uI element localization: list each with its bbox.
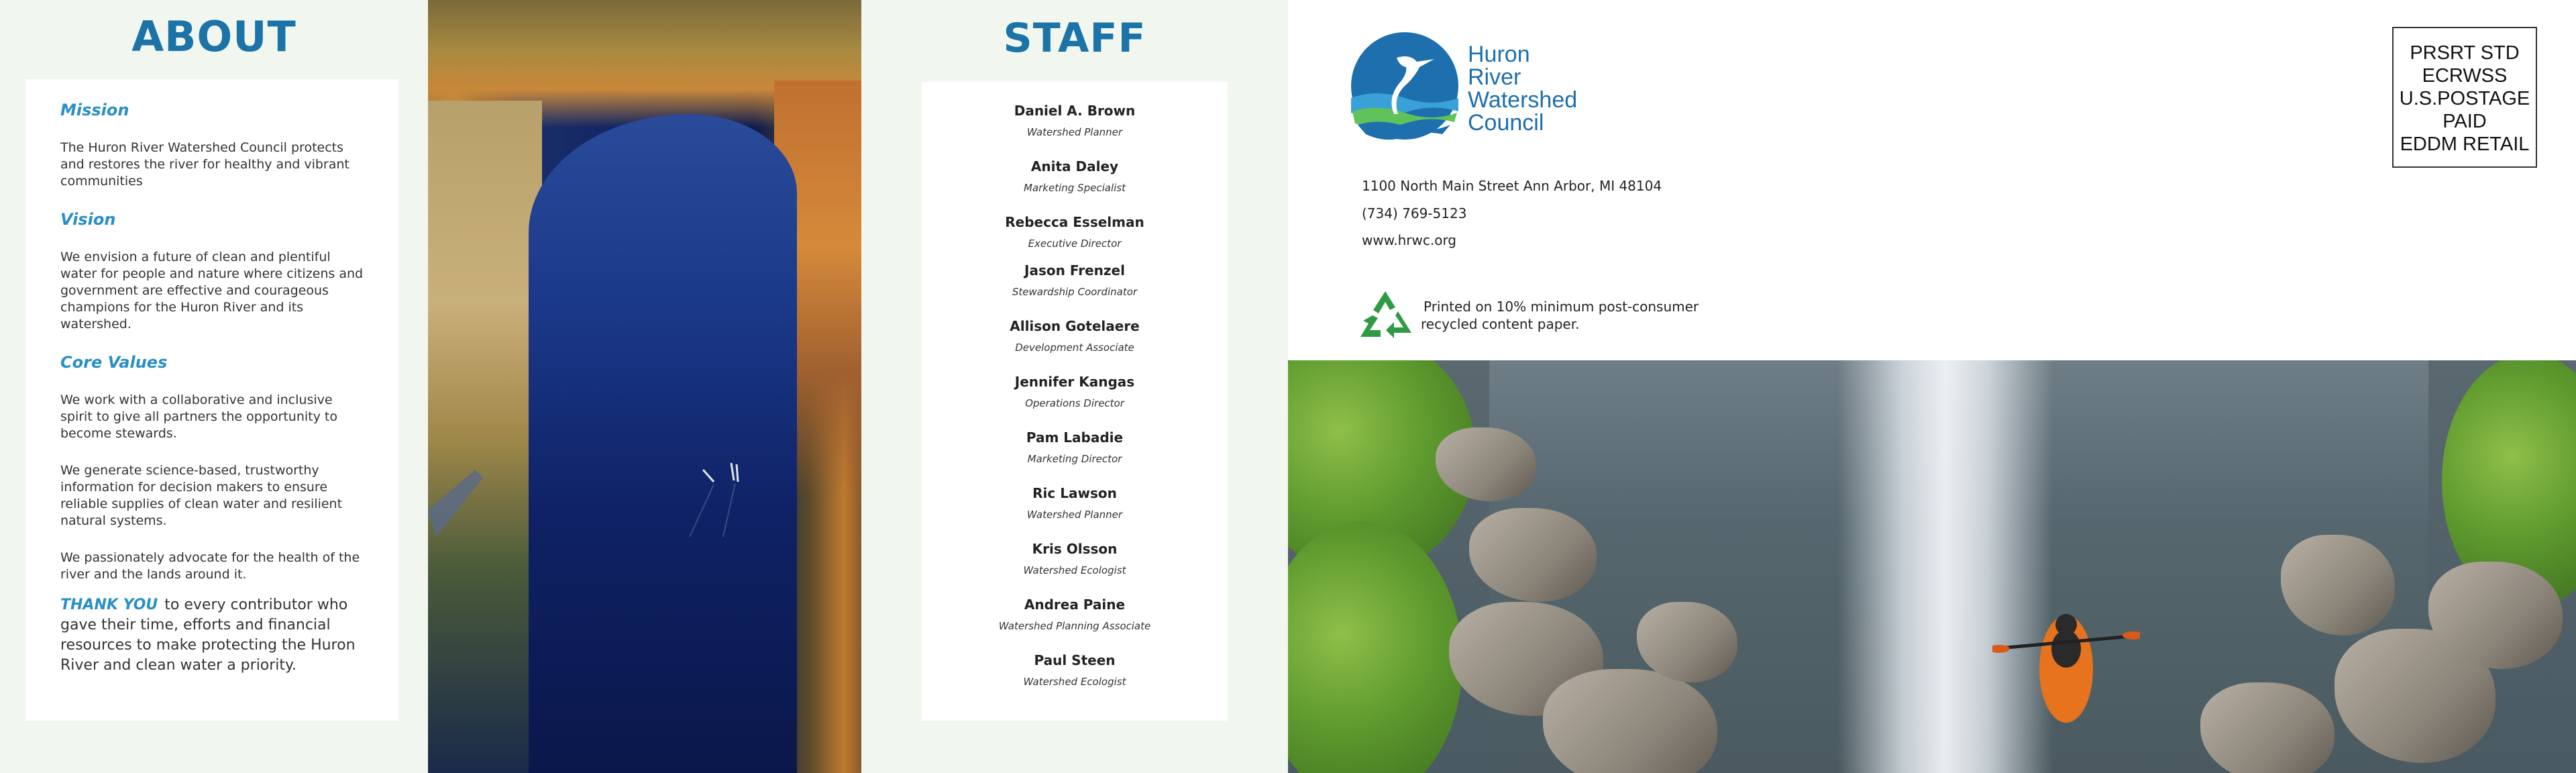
staff-role: Marketing Director xyxy=(1027,453,1122,465)
staff-role: Stewardship Coordinator xyxy=(1012,286,1138,298)
logo-line: River xyxy=(1468,64,1521,90)
staff-role: Watershed Ecologist xyxy=(1023,676,1126,688)
staff-role: Watershed Planning Associate xyxy=(998,620,1151,632)
recycled-paper-notice xyxy=(1421,298,1699,333)
thank-you-body: to every contributor who gave their time, efforts and financial resources to make protecting the Huron River and clean water a priority. xyxy=(60,597,356,674)
logo-wordmark xyxy=(1468,43,1577,134)
staff-role: Watershed Planner xyxy=(1026,509,1123,521)
core-value-item: We work with a collaborative and inclusive spirit to give all partners the opportunity to become stewards. xyxy=(60,393,337,441)
rowing-boats xyxy=(428,0,861,773)
staff-role: Development Associate xyxy=(1015,342,1134,354)
logo-line: Council xyxy=(1468,110,1544,136)
kayaker xyxy=(1992,568,2140,729)
organization-logo xyxy=(1350,31,1605,145)
postage-line: U.S.POSTAGE xyxy=(2399,88,2530,109)
staff-member xyxy=(922,317,1228,373)
postage-line: PRSRT STD xyxy=(2410,42,2520,64)
dock xyxy=(428,470,483,537)
staff-member xyxy=(922,429,1228,484)
mission-heading: Mission xyxy=(60,101,129,119)
staff-list xyxy=(922,82,1228,721)
staff-member xyxy=(922,540,1228,596)
staff-name: Jennifer Kangas xyxy=(1014,374,1135,390)
logo-line: Huron xyxy=(1468,42,1530,67)
phone-number: (734) 769-5123 xyxy=(1362,205,1467,221)
staff-name: Rebecca Esselman xyxy=(1005,214,1144,230)
mailing-address: 1100 North Main Street Ann Arbor, MI 48104 xyxy=(1362,178,1662,194)
logo-line: Watershed xyxy=(1468,87,1578,113)
about-title: ABOUT xyxy=(131,12,297,61)
staff-name: Ric Lawson xyxy=(1032,485,1117,501)
staff-role: Marketing Specialist xyxy=(1024,182,1126,194)
staff-name: Paul Steen xyxy=(1034,652,1116,668)
staff-panel xyxy=(861,0,1288,773)
recycle-icon xyxy=(1356,289,1414,342)
postage-indicia xyxy=(2392,27,2537,168)
mission-text: The Huron River Watershed Council protects and restores the river for healthy and vibrant communities xyxy=(60,140,350,189)
vision-text: We envision a future of clean and plentiful water for people and nature where citizens and government are effective and courageous champions for the Huron River and its watershed. xyxy=(60,250,364,331)
staff-name: Pam Labadie xyxy=(1026,429,1124,446)
core-value-item: We passionately advocate for the health of the river and the lands around it. xyxy=(60,550,360,582)
staff-name: Andrea Paine xyxy=(1024,597,1126,613)
thank-you-text xyxy=(60,595,365,676)
staff-member xyxy=(922,213,1228,262)
staff-role: Executive Director xyxy=(1028,238,1122,250)
mailer-panel xyxy=(1288,0,2576,773)
staff-title: STAFF xyxy=(1003,15,1146,62)
heron-logo-icon xyxy=(1350,31,1464,145)
website-link[interactable]: www.hrwc.org xyxy=(1362,232,1457,248)
staff-role: Watershed Ecologist xyxy=(1023,564,1126,576)
thank-you-emphasis: THANK YOU xyxy=(60,597,158,613)
staff-member xyxy=(922,596,1228,652)
about-card xyxy=(25,79,398,721)
recycled-line: recycled content paper. xyxy=(1421,316,1580,332)
river-aerial-photo xyxy=(428,0,861,773)
staff-member xyxy=(922,158,1228,213)
staff-name: Daniel A. Brown xyxy=(1014,103,1136,119)
recycled-line: Printed on 10% minimum post-consumer xyxy=(1424,299,1699,315)
staff-name: Jason Frenzel xyxy=(1024,262,1125,278)
core-value-item: We generate science-based, trustworthy information for decision makers to ensure reliable supplies of clean water and resilient natural systems. xyxy=(60,463,343,528)
staff-role: Operations Director xyxy=(1025,397,1124,409)
rock xyxy=(1469,508,1597,602)
staff-member xyxy=(922,262,1228,317)
core-values-heading: Core Values xyxy=(60,353,168,372)
staff-name: Anita Daley xyxy=(1030,158,1119,174)
staff-member xyxy=(922,484,1228,540)
postage-line: ECRWSS xyxy=(2422,65,2508,87)
kayaker-photo xyxy=(1288,360,2576,773)
postage-line: PAID xyxy=(2443,111,2487,132)
staff-member xyxy=(922,652,1228,707)
staff-member xyxy=(922,102,1228,158)
staff-member xyxy=(922,373,1228,429)
staff-name: Kris Olsson xyxy=(1032,541,1118,557)
about-panel xyxy=(0,0,428,773)
foliage-left-lower xyxy=(1288,521,1462,773)
vision-heading: Vision xyxy=(60,210,116,229)
staff-role: Watershed Planner xyxy=(1026,126,1123,138)
staff-name: Allison Gotelaere xyxy=(1010,318,1140,334)
postage-line: EDDM RETAIL xyxy=(2400,134,2530,155)
